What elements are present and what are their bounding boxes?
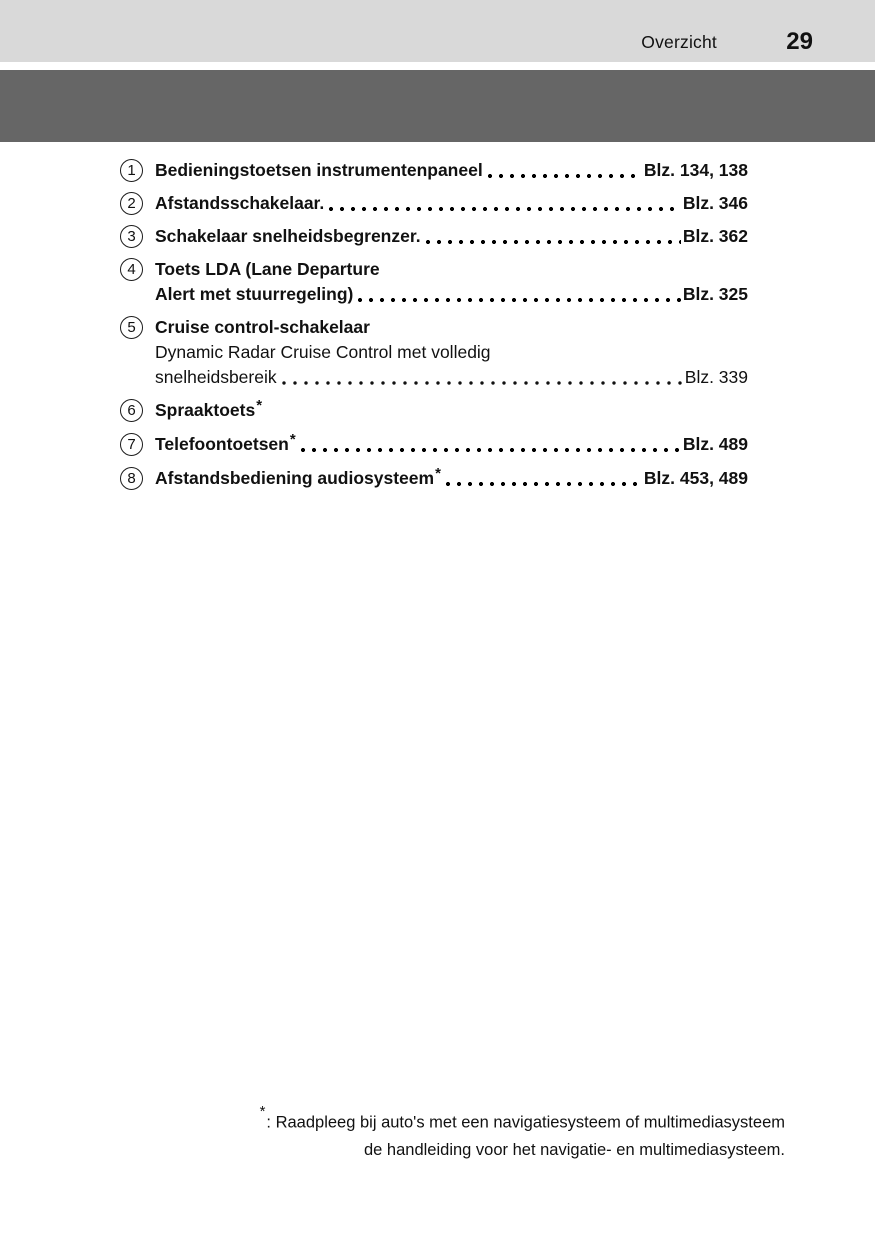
leader-dots (485, 158, 642, 183)
page-header (0, 0, 875, 62)
item-label: snelheidsbereik (155, 367, 277, 387)
leader-dots (423, 224, 681, 249)
asterisk-mark: * (435, 465, 441, 482)
item-label: Alert met stuurregeling) (155, 284, 354, 304)
page-reference: Blz. 325 (682, 284, 748, 304)
list-item (120, 398, 748, 424)
item-label: Telefoontoetsen (155, 434, 289, 454)
controls-index-list (120, 158, 748, 500)
footnote-line-1 (260, 1103, 785, 1137)
item-number-badge: 4 (120, 258, 143, 281)
page-number: 29 (786, 28, 813, 55)
list-item (120, 158, 748, 183)
list-item (120, 432, 748, 458)
item-number-badge: 3 (120, 225, 143, 248)
item-number-badge: 6 (120, 399, 143, 422)
footnote-line-2: de handleiding voor het navigatie- en multimediasysteem. (364, 1140, 785, 1159)
list-item (120, 315, 748, 390)
item-label: Toets LDA (Lane Departure (155, 259, 380, 279)
item-label: Afstandsschakelaar. (155, 193, 325, 213)
footnote-text: : Raadpleeg bij auto's met een navigatiesysteem of multimediasysteem (266, 1113, 785, 1132)
item-label: Dynamic Radar Cruise Control met volledig (155, 342, 491, 362)
item-label: Afstandsbediening audiosysteem (155, 468, 435, 488)
item-number-badge: 7 (120, 433, 143, 456)
item-number-badge: 1 (120, 159, 143, 182)
list-item (120, 224, 748, 249)
leader-dots (443, 466, 642, 491)
leader-dots (326, 191, 681, 216)
item-label: Cruise control-schakelaar (155, 317, 370, 337)
asterisk-mark: * (256, 397, 263, 414)
leader-dots (298, 432, 681, 457)
list-item (120, 257, 748, 307)
page-reference: Blz. 134, 138 (643, 160, 748, 180)
asterisk-mark: * (289, 431, 296, 448)
item-label: Bedieningstoetsen instrumentenpaneel (155, 160, 483, 180)
page-reference: Blz. 339 (684, 367, 748, 387)
item-number-badge: 2 (120, 192, 143, 215)
section-divider-band (0, 70, 875, 142)
asterisk-mark: * (259, 1103, 266, 1120)
page-reference: Blz. 362 (682, 226, 748, 246)
footnote (260, 1103, 785, 1164)
page-reference: Blz. 346 (682, 193, 748, 213)
list-item (120, 191, 748, 216)
item-label: Schakelaar snelheidsbegrenzer. (155, 226, 421, 246)
leader-dots (355, 282, 680, 307)
item-number-badge: 5 (120, 316, 143, 339)
list-item (120, 466, 748, 492)
page-reference: Blz. 453, 489 (643, 468, 748, 488)
section-title: Overzicht (641, 32, 717, 52)
leader-dots (279, 365, 683, 390)
page-reference: Blz. 489 (682, 434, 748, 454)
item-number-badge: 8 (120, 467, 143, 490)
item-label: Spraaktoets (155, 400, 256, 420)
